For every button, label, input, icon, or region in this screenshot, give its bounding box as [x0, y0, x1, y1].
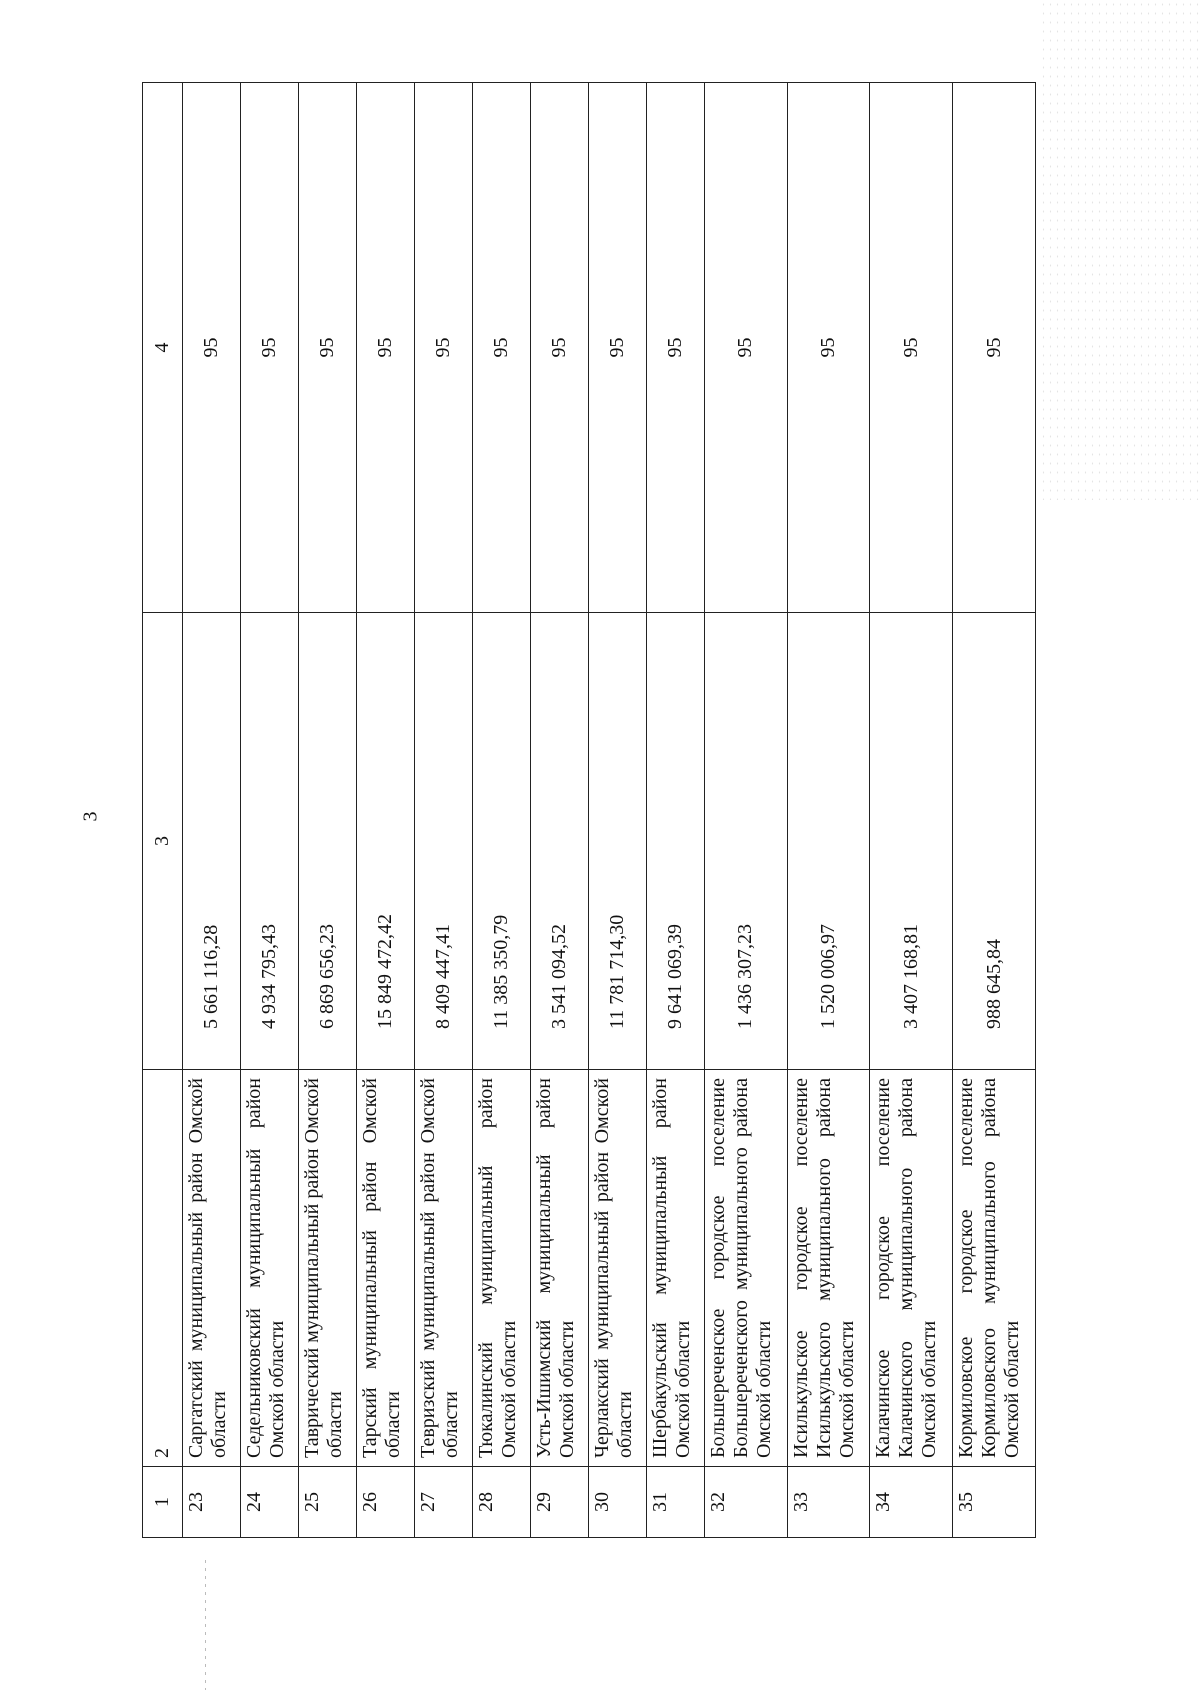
data-table [142, 82, 1036, 1538]
municipality-name: Тарский муниципальный район Омской области [356, 1070, 414, 1467]
table-row [298, 83, 356, 1538]
municipality-name: Тюкалинский муниципальный район Омской области [472, 1070, 530, 1467]
table-row [414, 83, 472, 1538]
municipality-name: Большереченское городское поселение Большереченского муниципального района Омской области [704, 1070, 787, 1467]
percent-cell: 95 [588, 83, 646, 613]
row-number: 25 [298, 1467, 356, 1538]
table-header-row [143, 83, 183, 1538]
table-row [588, 83, 646, 1538]
column-header-2: 2 [143, 1070, 183, 1467]
table-row [953, 83, 1036, 1538]
municipality-name: Тевризский муниципальный район Омской области [414, 1070, 472, 1467]
amount-cell: 1 520 006,97 [787, 613, 870, 1070]
column-header-4: 4 [143, 83, 183, 613]
percent-cell: 95 [414, 83, 472, 613]
table-row [356, 83, 414, 1538]
page-number: 3 [79, 811, 102, 822]
column-header-1: 1 [143, 1467, 183, 1538]
amount-cell: 4 934 795,43 [240, 613, 298, 1070]
amount-cell: 11 385 350,79 [472, 613, 530, 1070]
amount-cell: 988 645,84 [953, 613, 1036, 1070]
table-row [704, 83, 787, 1538]
row-number: 32 [704, 1467, 787, 1538]
percent-cell: 95 [356, 83, 414, 613]
row-number: 31 [646, 1467, 704, 1538]
municipality-name: Исилькульское городское поселение Исилькульского муниципального района Омской области [787, 1070, 870, 1467]
amount-cell: 3 407 168,81 [870, 613, 953, 1070]
row-number: 35 [953, 1467, 1036, 1538]
municipality-name: Шербакульский муниципальный район Омской области [646, 1070, 704, 1467]
percent-cell: 95 [298, 83, 356, 613]
amount-cell: 15 849 472,42 [356, 613, 414, 1070]
table-row [472, 83, 530, 1538]
percent-cell: 95 [953, 83, 1036, 613]
percent-cell: 95 [704, 83, 787, 613]
amount-cell: 1 436 307,23 [704, 613, 787, 1070]
row-number: 24 [240, 1467, 298, 1538]
amount-cell: 11 781 714,30 [588, 613, 646, 1070]
municipality-name: Усть-Ишимский муниципальный район Омской области [530, 1070, 588, 1467]
percent-cell: 95 [183, 83, 241, 613]
percent-cell: 95 [240, 83, 298, 613]
percent-cell: 95 [530, 83, 588, 613]
row-number: 33 [787, 1467, 870, 1538]
scan-artifact-line [205, 1560, 206, 1690]
percent-cell: 95 [787, 83, 870, 613]
amount-cell: 6 869 656,23 [298, 613, 356, 1070]
municipality-name: Черлакский муниципальный район Омской области [588, 1070, 646, 1467]
percent-cell: 95 [472, 83, 530, 613]
row-number: 34 [870, 1467, 953, 1538]
table-row [183, 83, 241, 1538]
municipality-name: Таврический муниципальный район Омской области [298, 1070, 356, 1467]
municipality-name: Седельниковский муниципальный район Омской области [240, 1070, 298, 1467]
scan-noise [1040, 0, 1200, 500]
percent-cell: 95 [870, 83, 953, 613]
row-number: 23 [183, 1467, 241, 1538]
percent-cell: 95 [646, 83, 704, 613]
row-number: 28 [472, 1467, 530, 1538]
table-row [240, 83, 298, 1538]
data-table-container [142, 82, 1036, 1538]
table-row [787, 83, 870, 1538]
amount-cell: 9 641 069,39 [646, 613, 704, 1070]
table-row [646, 83, 704, 1538]
municipality-name: Саргатский муниципальный район Омской области [183, 1070, 241, 1467]
amount-cell: 8 409 447,41 [414, 613, 472, 1070]
municipality-name: Калачинское городское поселение Калачинского муниципального района Омской области [870, 1070, 953, 1467]
amount-cell: 5 661 116,28 [183, 613, 241, 1070]
column-header-3: 3 [143, 613, 183, 1070]
table-row [530, 83, 588, 1538]
amount-cell: 3 541 094,52 [530, 613, 588, 1070]
table-row [870, 83, 953, 1538]
municipality-name: Кормиловское городское поселение Кормиловского муниципального района Омской области [953, 1070, 1036, 1467]
row-number: 30 [588, 1467, 646, 1538]
row-number: 26 [356, 1467, 414, 1538]
row-number: 29 [530, 1467, 588, 1538]
row-number: 27 [414, 1467, 472, 1538]
